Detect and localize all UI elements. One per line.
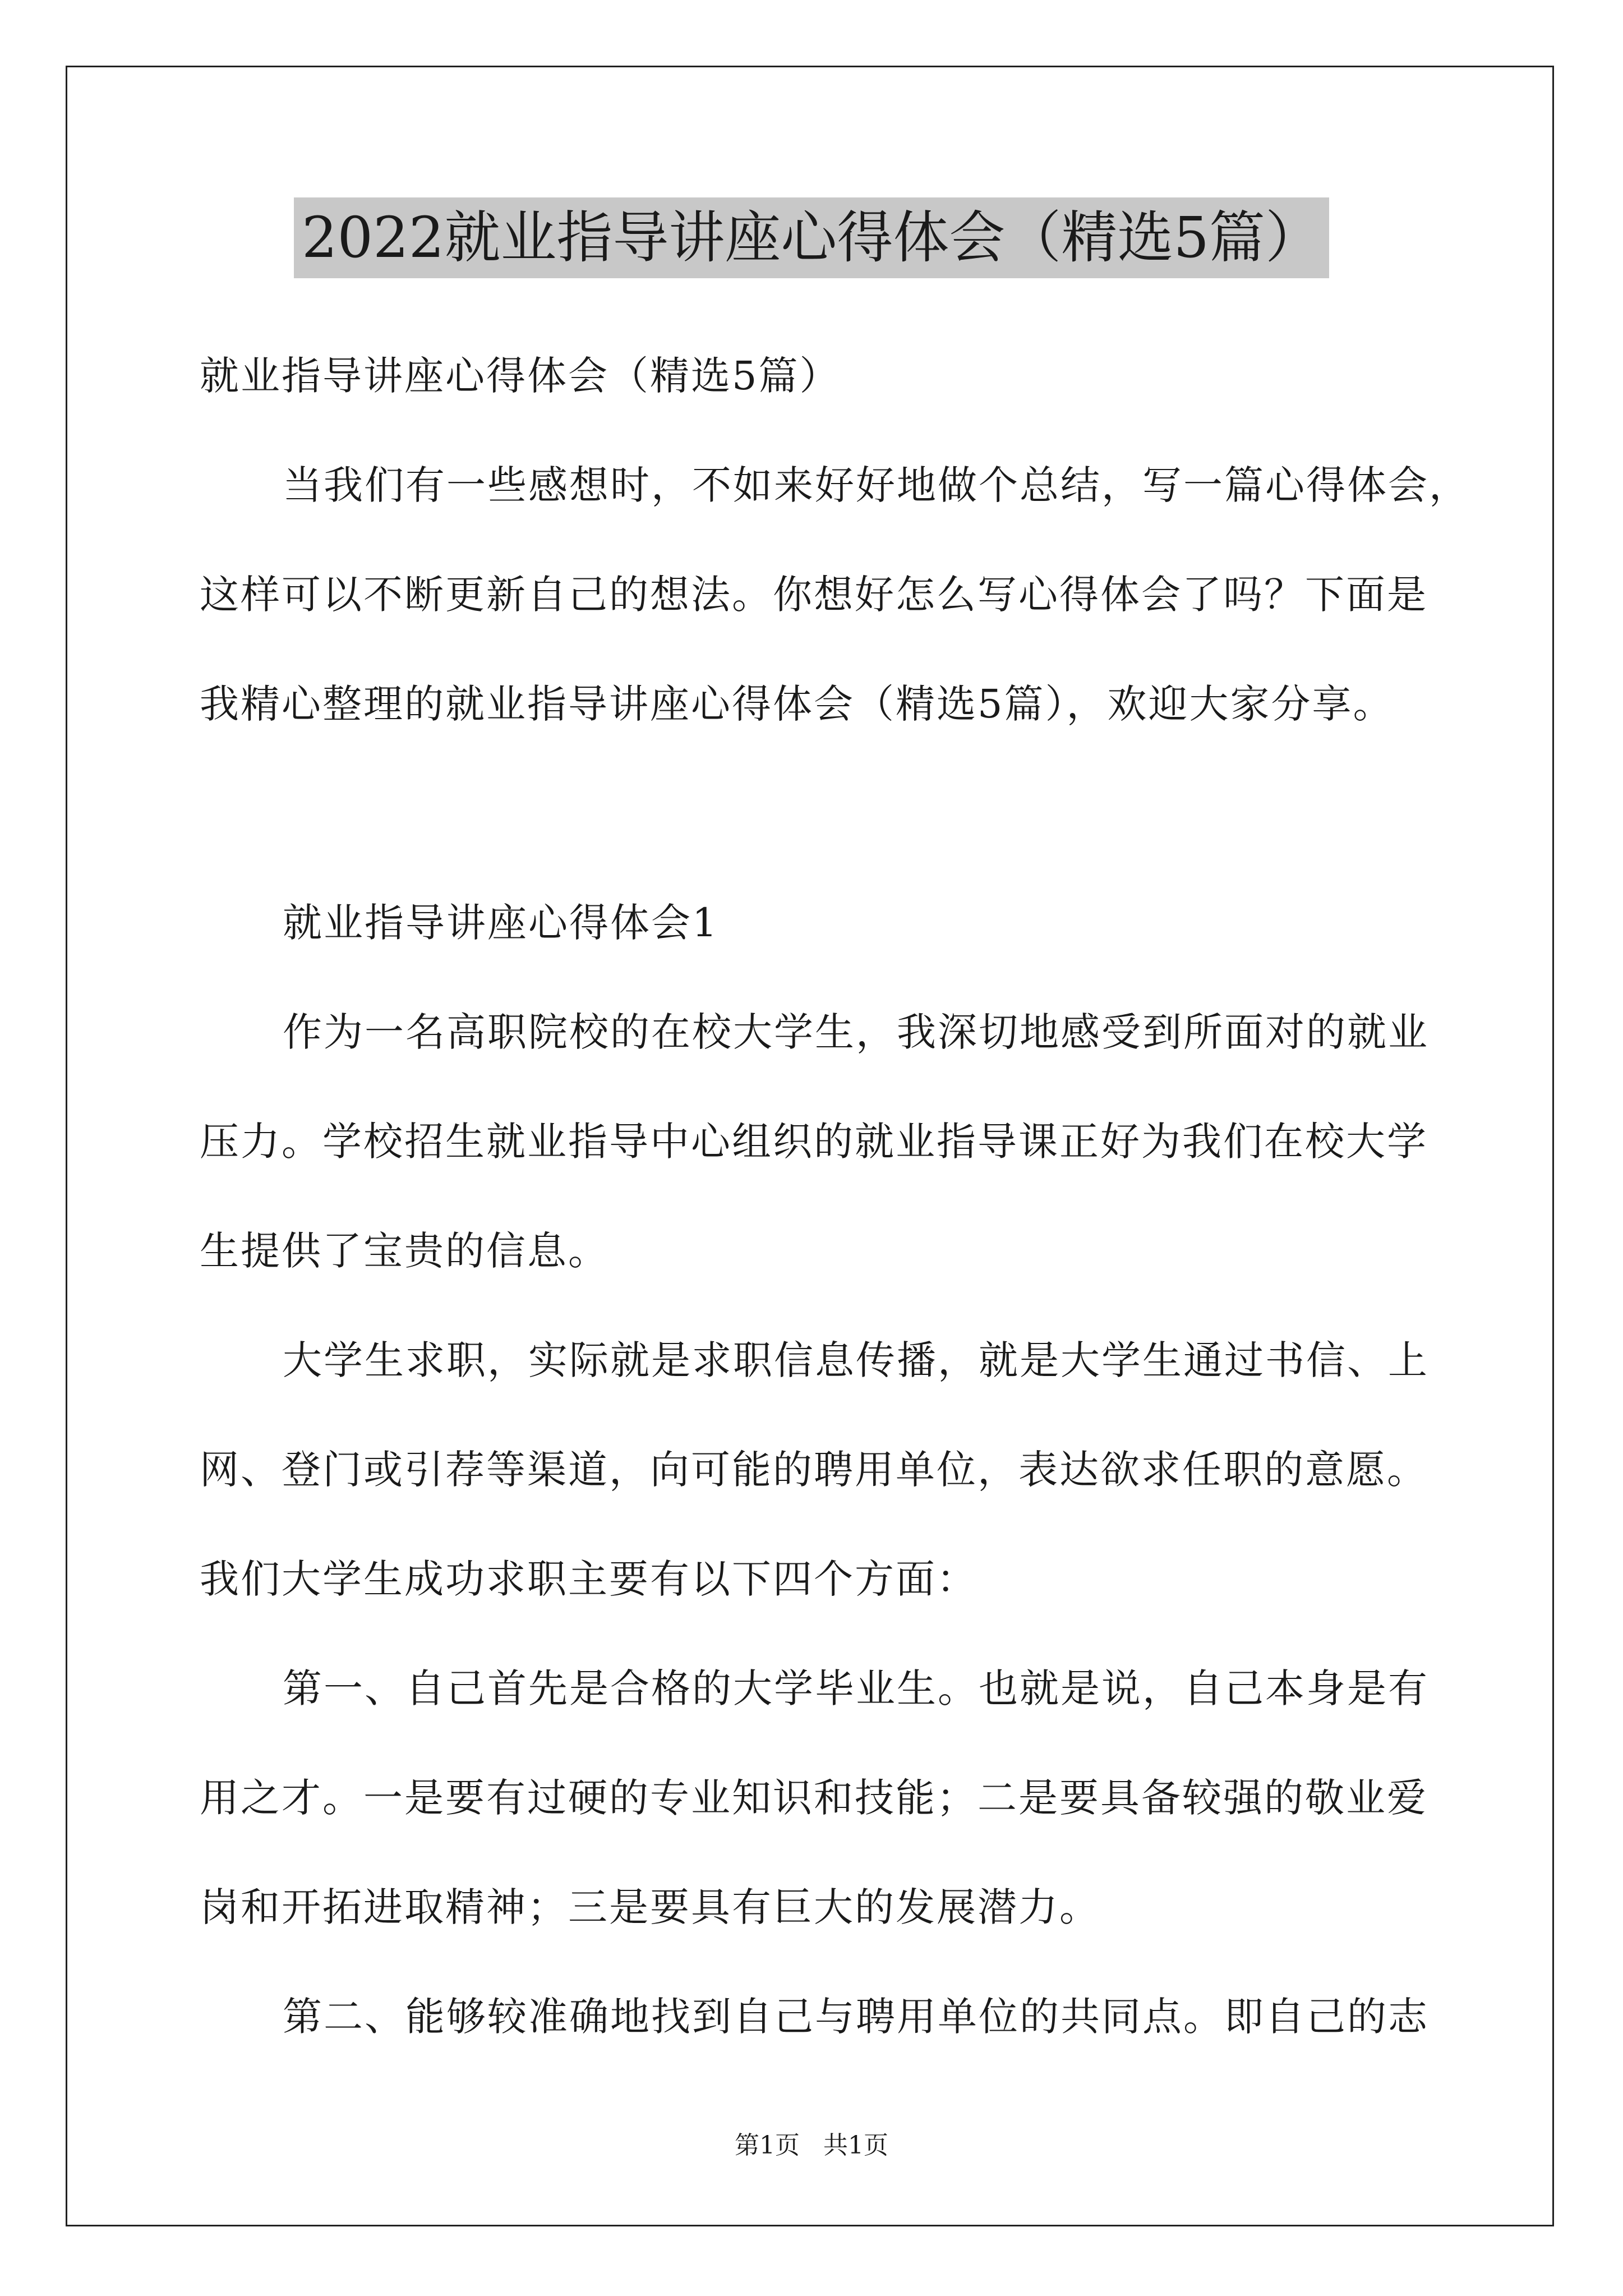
paragraph-line: 网、登门或引荐等渠道，向可能的聘用单位，表达欲求任职的意愿。 — [200, 1447, 1428, 1493]
paragraph-line: 生提供了宝贵的信息。 — [200, 1228, 609, 1274]
paragraph-line: 第一、自己首先是合格的大学毕业生。也就是说，自己本身是有 — [283, 1665, 1429, 1711]
paragraph-line: 第二、能够较准确地找到自己与聘用单位的共同点。即自己的志 — [283, 1994, 1429, 2040]
intro-line: 我精心整理的就业指导讲座心得体会（精选5篇），欢迎大家分享。 — [200, 681, 1394, 727]
section-heading: 就业指导讲座心得体会1 — [283, 900, 719, 946]
paragraph-line: 岗和开拓进取精神；三是要具有巨大的发展潜力。 — [200, 1884, 1100, 1930]
document-subtitle: 就业指导讲座心得体会（精选5篇） — [200, 353, 841, 399]
document-title: 2022就业指导讲座心得体会（精选5篇） — [294, 197, 1329, 278]
paragraph-line: 我们大学生成功求职主要有以下四个方面： — [200, 1556, 978, 1602]
paragraph-line: 作为一名高职院校的在校大学生，我深切地感受到所面对的就业 — [283, 1009, 1429, 1055]
paragraph-line: 压力。学校招生就业指导中心组织的就业指导课正好为我们在校大学 — [200, 1119, 1428, 1165]
intro-line: 这样可以不断更新自己的想法。你想好怎么写心得体会了吗？下面是 — [200, 572, 1428, 618]
title-container — [0, 197, 1623, 278]
paragraph-line: 用之才。一是要有过硬的专业知识和技能；二是要具备较强的敬业爱 — [200, 1775, 1428, 1821]
intro-line: 当我们有一些感想时，不如来好好地做个总结，写一篇心得体会， — [283, 462, 1470, 508]
page-footer: 第1页 共1页 — [735, 2131, 888, 2160]
paragraph-line: 大学生求职，实际就是求职信息传播，就是大学生通过书信、上 — [283, 1337, 1429, 1383]
